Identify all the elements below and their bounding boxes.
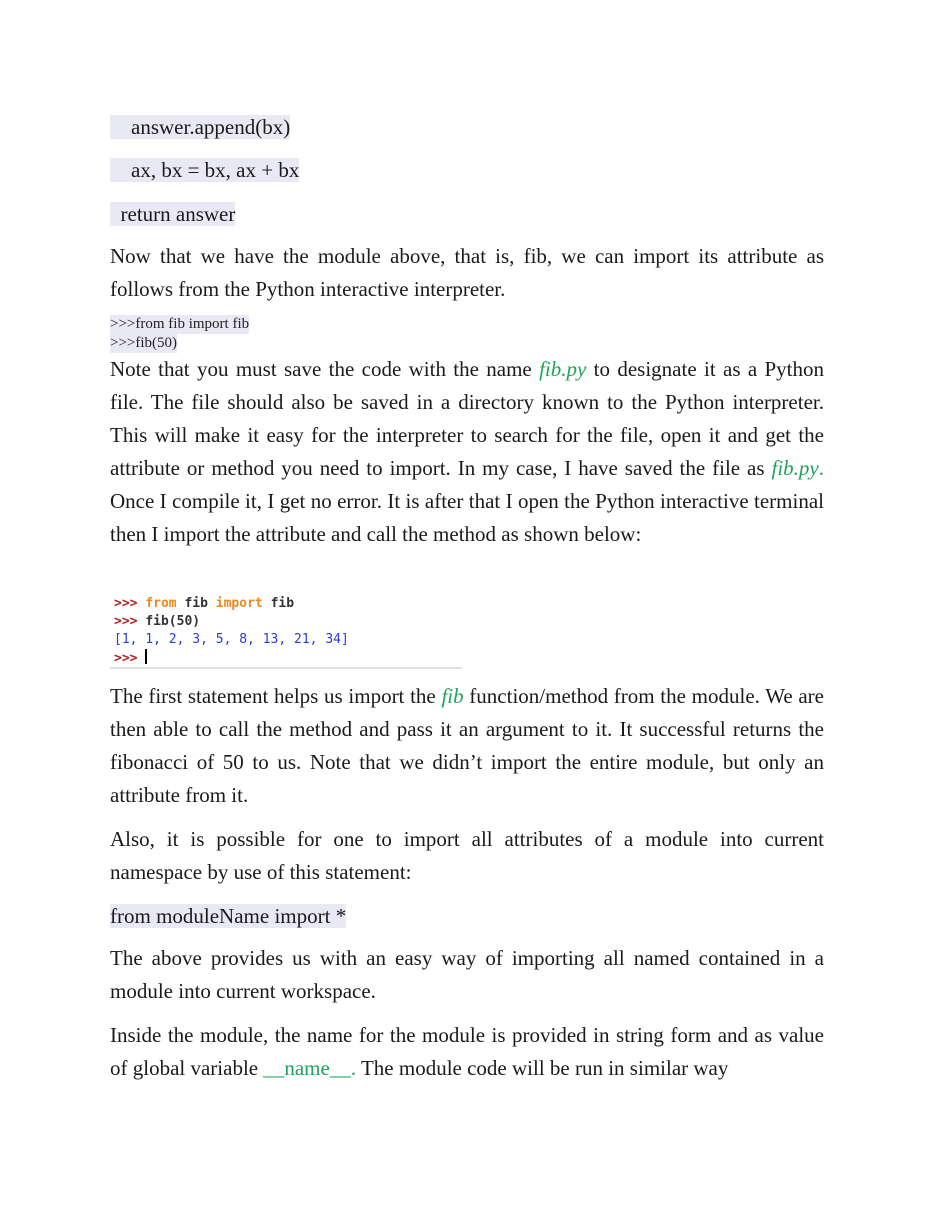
terminal-screenshot (110, 593, 462, 669)
code-line-import-all (110, 904, 346, 928)
terminal-line-import (114, 595, 462, 613)
code-text: from moduleName import * (110, 904, 347, 928)
filename-highlight: fib.py (771, 456, 819, 480)
code-line-fib-call: >>>fib(50) (110, 335, 178, 351)
code-text: answer.append(bx) (110, 115, 291, 139)
code-line-append (110, 115, 290, 139)
paragraph-import-all: Also, it is possible for one to import all attributes of a module into current namespace by use of this statement: (110, 827, 824, 884)
terminal-prompt: >>> (114, 651, 138, 666)
filename-highlight: fib.py (539, 357, 587, 381)
code-text: ax, bx = bx, ax + bx (110, 158, 300, 182)
paragraph-module-name (110, 1019, 824, 1085)
text-run: The first statement helps us import the (110, 684, 442, 708)
text-run: to designate it as a Python file. The file should also be saved in a directory known to the Python interpreter. This will make it easy for the interpreter to search for the file, open it and get the attribute or method you need to import. In my case, I have saved the file as (110, 357, 824, 480)
paragraph-import-intro: Now that we have the module above, that is, fib, we can import its attribute as follows from the Python interactive interpreter. (110, 244, 824, 301)
terminal-prompt: >>> (114, 614, 138, 629)
text-cursor (145, 649, 147, 664)
terminal-keyword: import (215, 596, 263, 611)
code-line-swap (110, 158, 299, 182)
text-run: Note that you must save the code with the name (110, 357, 540, 381)
terminal-keyword: from (145, 596, 177, 611)
text-run: Once I compile it, I get no error. It is after that I open the Python interactive terminal then I import the attribute and call the method as shown below: (110, 489, 824, 546)
function-highlight: fib (441, 684, 464, 708)
paragraph-easy-way: The above provides us with an easy way of importing all named contained in a module into current workspace. (110, 946, 824, 1003)
terminal-name: fib (270, 596, 295, 611)
text-run: The module code will be run in similar way (356, 1056, 729, 1080)
terminal-output: [1, 1, 2, 3, 5, 8, 13, 21, 34] (114, 632, 349, 647)
terminal-call: fib(50) (145, 614, 201, 629)
filename-period: . (818, 456, 824, 480)
terminal-line-output (114, 631, 462, 649)
code-line-from-import: >>>from fib import fib (110, 316, 250, 332)
code-text: return answer (110, 202, 236, 226)
terminal-prompt: >>> (114, 596, 138, 611)
text-run: function/method from the module. We are then able to call the method and pass it an argument to it. It successful returns the fibonacci of 50 to us. Note that we didn’t import the entire module, but only an attribute from it. (110, 684, 824, 807)
code-line-return (110, 202, 235, 226)
text-run: Inside the module, the name for the module is provided in string form and as value of global variable (110, 1023, 824, 1080)
terminal-line-cursor (114, 649, 462, 668)
terminal-module: fib (184, 596, 208, 611)
terminal-line-call (114, 613, 462, 631)
paragraph-save-file (110, 353, 824, 551)
paragraph-first-statement (110, 680, 824, 812)
variable-highlight: __name__. (263, 1056, 357, 1080)
